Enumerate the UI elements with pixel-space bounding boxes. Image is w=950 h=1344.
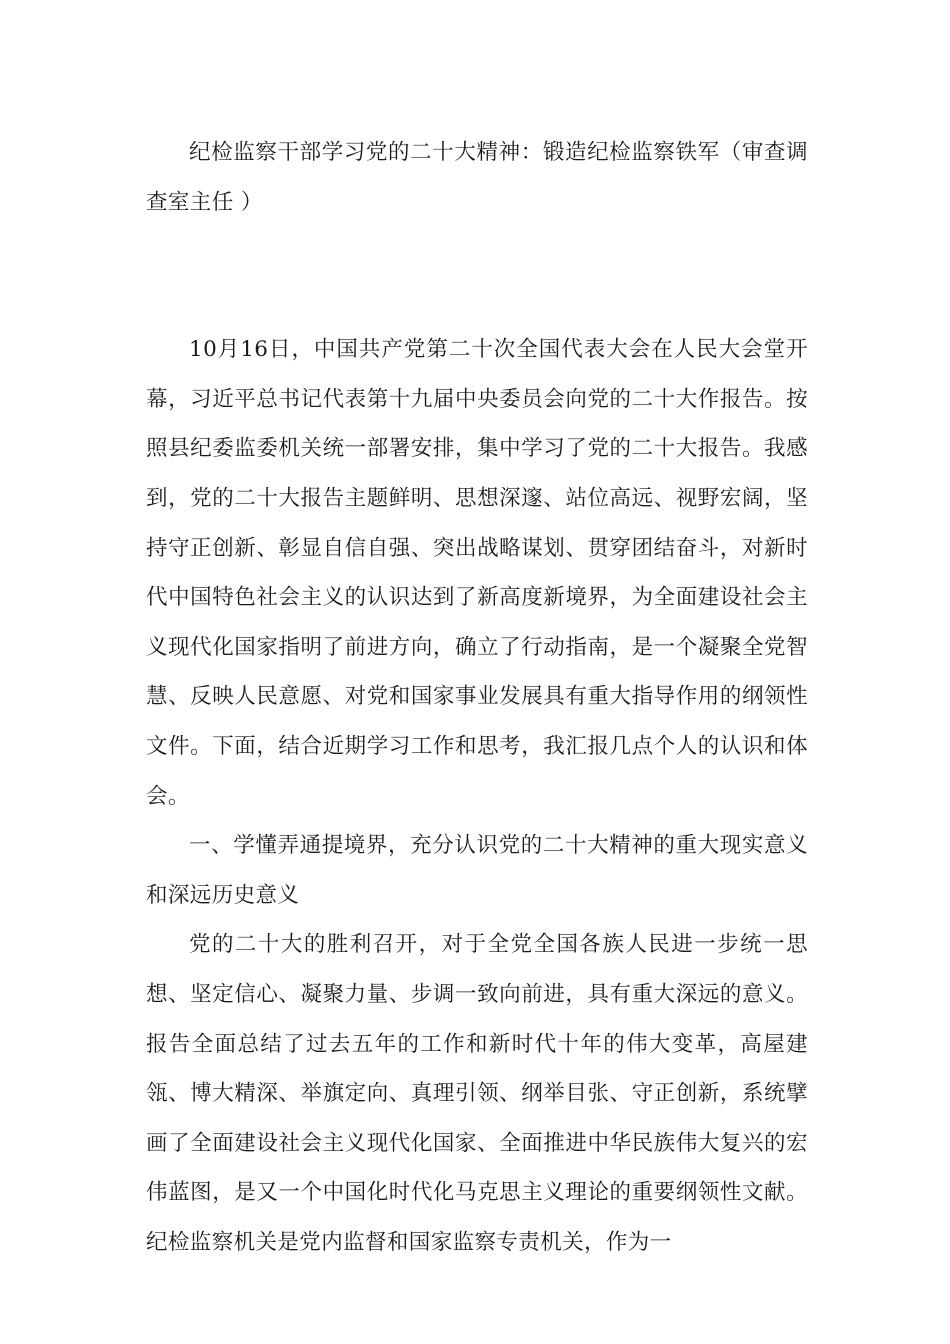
body-paragraph-2: 党的二十大的胜利召开，对于全党全国各族人民进一步统一思想、坚定信心、凝聚力量、步调一致向前进，具有重大深远的意义。报告全面总结了过去五年的工作和新时代十年的伟大变革，高屋建瓴、博大精深、举旗定向、真理引领、纲举目张、守正创新，系统擘画了全面建设社会主义现代化国家、全面推进中华民族伟大复兴的宏伟蓝图，是又一个中国化时代化马克思主义理论的重要纲领性文献。纪检监察机关是党内监督和国家监察专责机关，作为一 (146, 932, 808, 1255)
section-heading-1: 一、学懂弄通提境界，充分认识党的二十大精神的重大现实意义和深远历史意义 (146, 833, 808, 908)
document-title: 纪检监察干部学习党的二十大精神：锻造纪检监察铁军（审查调查室主任 ） (146, 140, 808, 215)
body-paragraph-1: 10月16日，中国共产党第二十次全国代表大会在人民大会堂开幕，习近平总书记代表第十九届中央委员会向党的二十大作报告。按照县纪委监委机关统一部署安排，集中学习了党的二十大报告。我感到，党的二十大报告主题鲜明、思想深邃、站位高远、视野宏阔，坚持守正创新、彰显自信自强、突出战略谋划、贯穿团结奋斗，对新时代中国特色社会主义的认识达到了新高度新境界，为全面建设社会主义现代化国家指明了前进方向，确立了行动指南，是一个凝聚全党智慧、反映人民意愿、对党和国家事业发展具有重大指导作用的纲领性文件。下面，结合近期学习工作和思考，我汇报几点个人的认识和体会。 (146, 337, 808, 809)
